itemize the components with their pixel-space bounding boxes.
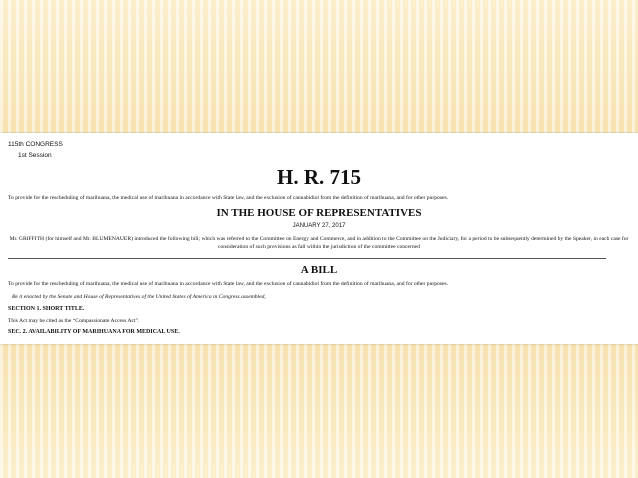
a-bill-heading: A BILL	[300, 264, 338, 276]
section-1-text: This Act may be cited as the “Compassionate Access Act”.	[8, 318, 140, 324]
bill-document-page	[0, 133, 638, 344]
section-1-title: SECTION 1. SHORT TITLE.	[8, 306, 85, 312]
bill-purpose-repeat-text: To provide for the rescheduling of marihuana, the medical use of marihuana in accordance with State law, and the exclusion of cannabidiol from the definition of marihuana, and for other purposes.	[8, 281, 449, 287]
enacting-clause: Be it enacted by the Senate and House of Representatives of the United States of America in Congress assembled,	[12, 294, 266, 300]
bill-purpose-text: To provide for the rescheduling of marihuana, the medical use of marihuana in accordance with State law, and the exclusion of cannabidiol from the definition of marihuana, and for other purposes.	[8, 195, 449, 201]
introduction-date: JANUARY 27, 2017	[292, 223, 346, 229]
horizontal-divider	[8, 258, 606, 259]
bill-number-title: H. R. 715	[277, 165, 361, 189]
house-heading: IN THE HOUSE OF REPRESENTATIVES	[216, 207, 422, 219]
introduction-text: Mr. GRIFFITH (for himself and Mr. BLUMENAUER) introduced the following bill; which was referred to the Committee on Energy and Commerce, and in addition to the Committee on the Judiciary, for a period to be subsequently determined by the Speaker, in each case for consideration of such provisions as fall within the jurisdiction of the committee concerned	[9, 236, 629, 250]
section-2-title: SEC. 2. AVAILABILITY OF MARIHUANA FOR MEDICAL USE.	[8, 329, 180, 335]
congress-label: 115th CONGRESS	[8, 141, 63, 148]
session-label: 1st Session	[18, 152, 52, 159]
